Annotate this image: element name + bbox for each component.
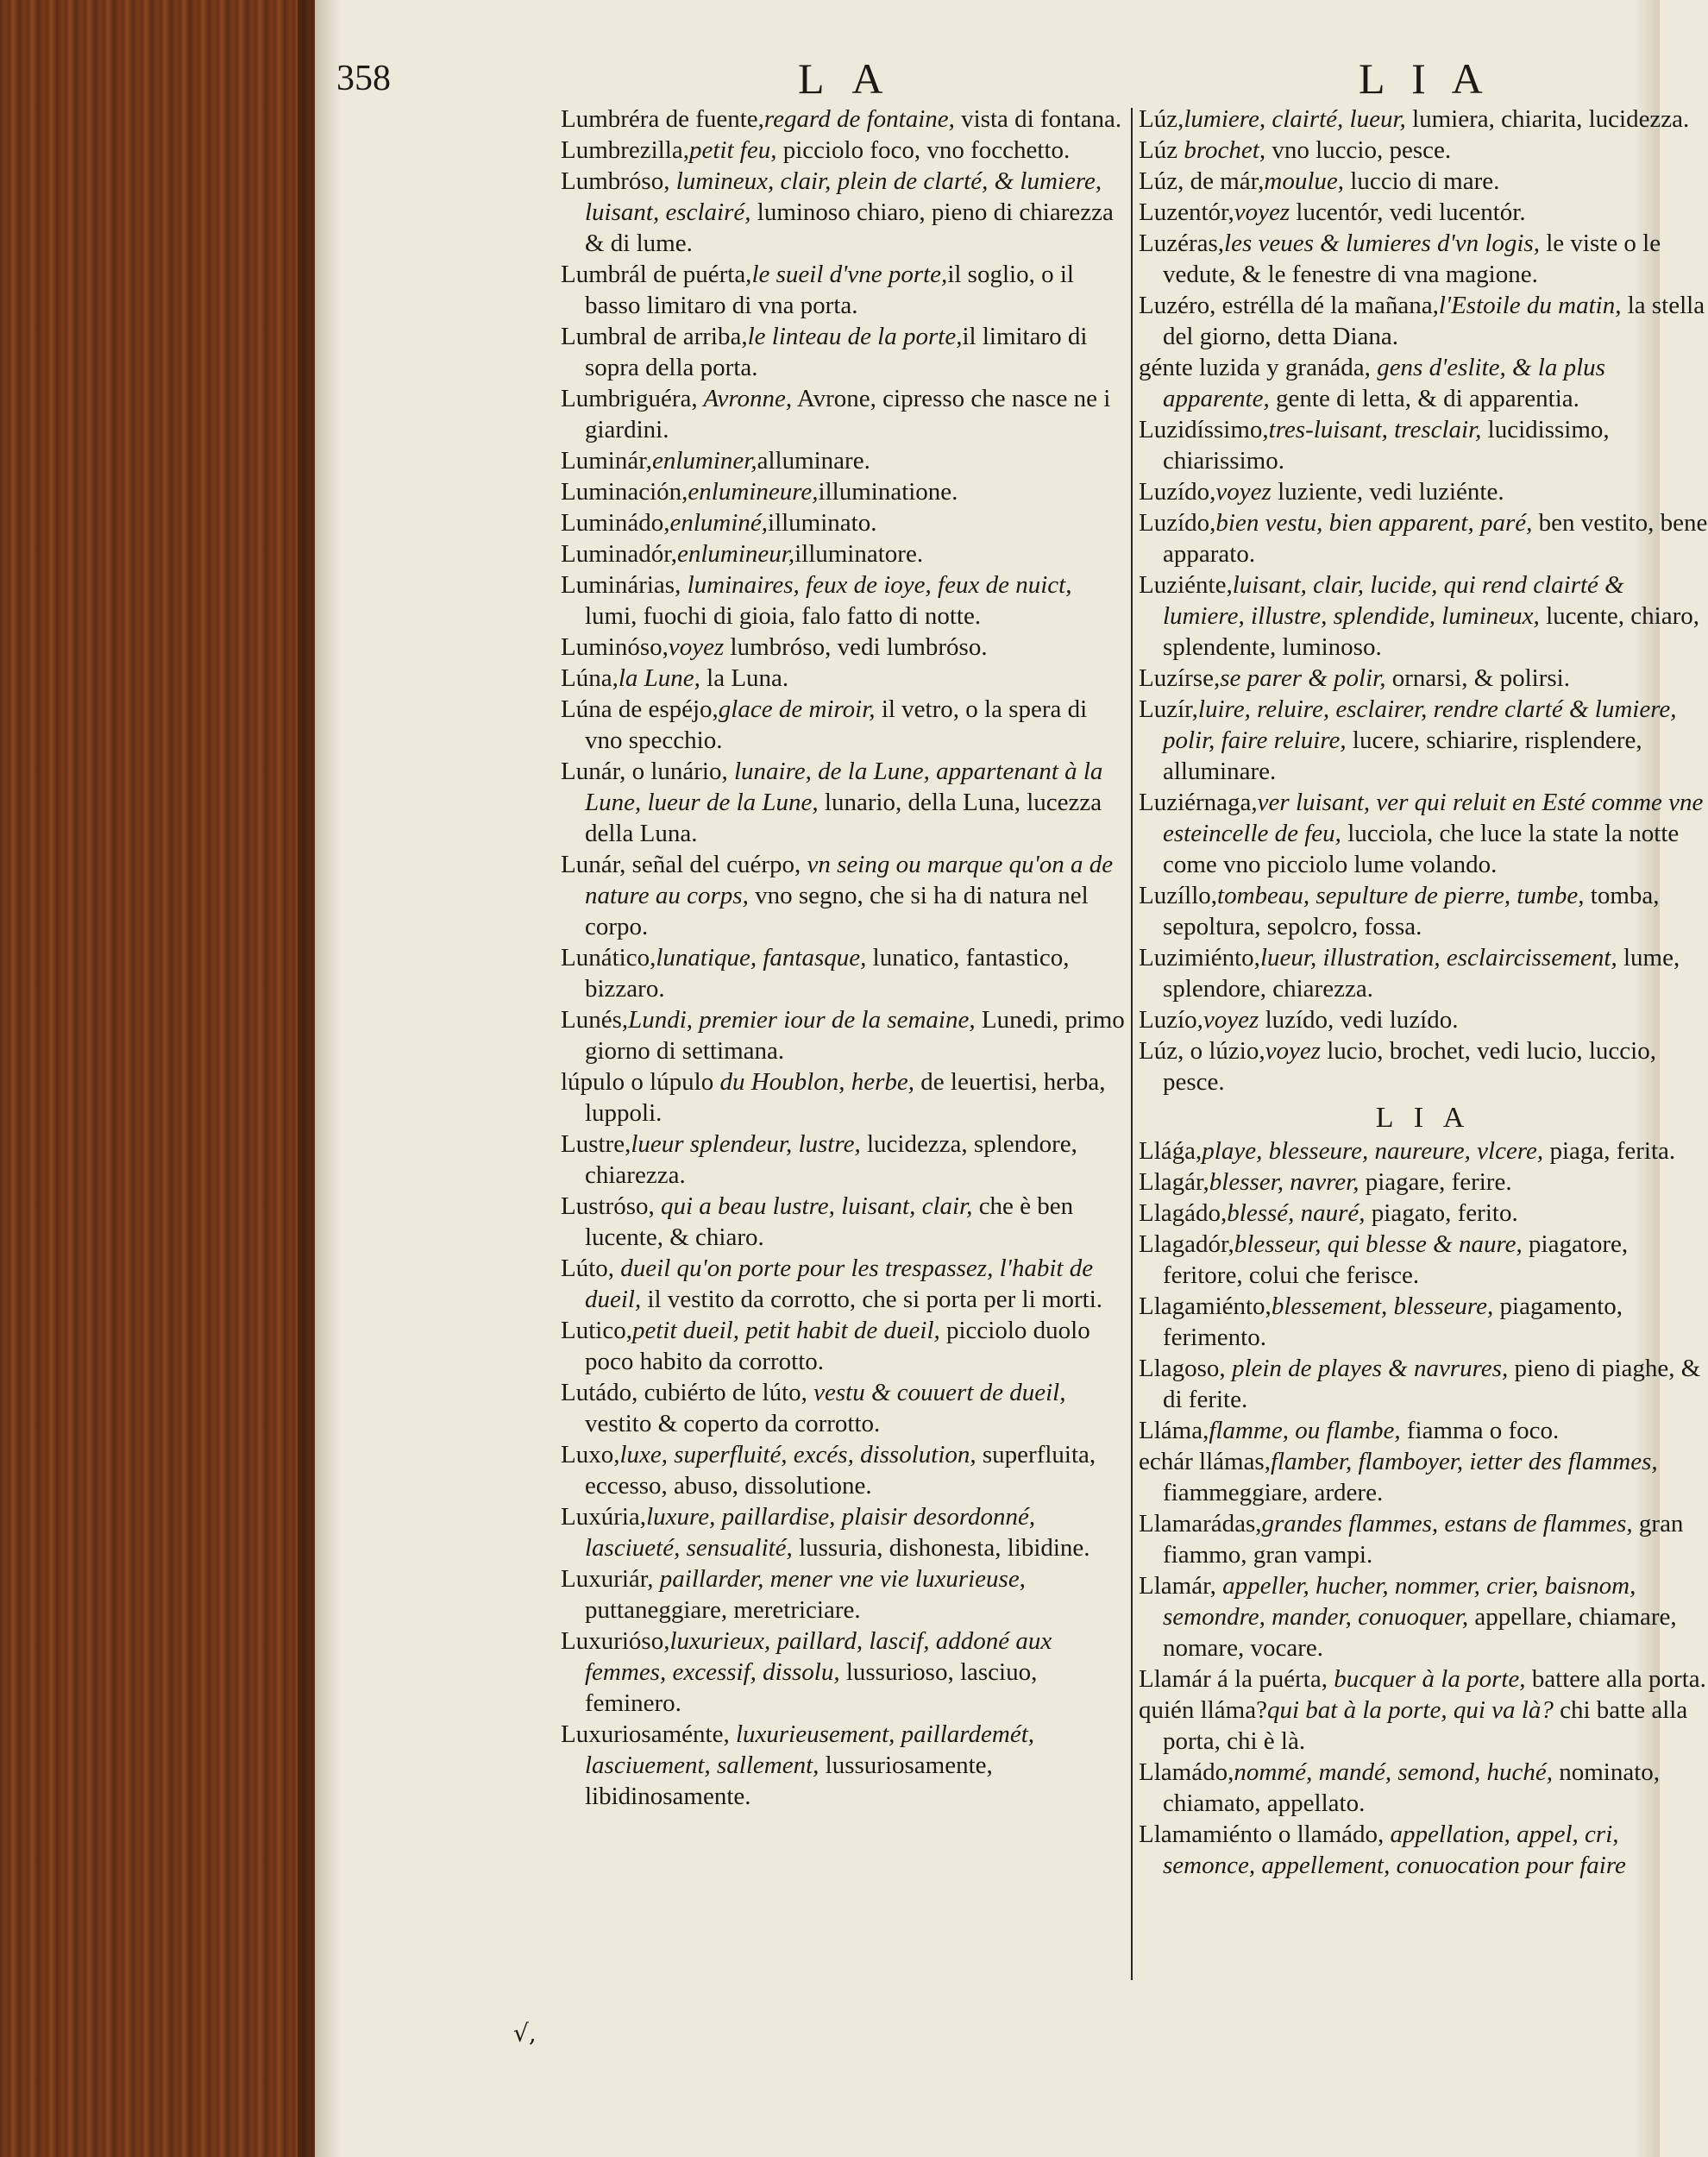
dictionary-entry <box>561 104 1130 135</box>
dictionary-entry <box>1139 166 1708 197</box>
italian-gloss: luminoso chiaro, pieno di chiarezza & di lume. <box>585 198 1114 257</box>
headword: Luzéro, estrélla dé la mañana, <box>1139 292 1439 319</box>
italian-gloss: de leuertisi, herba, luppoli. <box>585 1068 1106 1127</box>
french-gloss: qui bat à la porte, qui va là? <box>1266 1696 1554 1724</box>
headword: Lunés, <box>561 1006 629 1034</box>
headword: Luziénte, <box>1139 571 1233 599</box>
italian-gloss: chi batte alla porta, chi è là. <box>1163 1696 1688 1755</box>
dictionary-entry <box>1139 1198 1708 1229</box>
italian-gloss: lucente, chiaro, splendente, luminoso. <box>1163 602 1699 661</box>
italian-gloss: il vestito da corrotto, che si porta per li morti. <box>641 1286 1103 1313</box>
italian-gloss: piagare, ferire. <box>1359 1168 1512 1196</box>
headword: Llamár á la puérta, <box>1139 1665 1328 1693</box>
french-gloss: tres-luisant, tresclair, <box>1268 416 1482 443</box>
italian-gloss: ornarsi, & polirsi. <box>1385 664 1570 692</box>
french-gloss: l'Estoile du matin, <box>1438 292 1622 319</box>
french-gloss: bucquer à la porte, <box>1328 1665 1526 1693</box>
italian-gloss: la Luna. <box>700 664 789 692</box>
italian-gloss: lussuriosamente, libidinosamente. <box>585 1751 993 1810</box>
french-gloss: luxurieux, paillard, lascif, addoné aux femmes, excessif, dissolu, <box>585 1627 1052 1686</box>
headword: Luzimiénto, <box>1139 944 1260 972</box>
italian-gloss: battere alla porta. <box>1525 1665 1706 1693</box>
headword: Luminación, <box>561 478 688 506</box>
italian-gloss: appellare, chiamare, nomare, vocare. <box>1163 1603 1677 1662</box>
italian-gloss: le viste o le vedute, & le fenestre di vna magione. <box>1163 230 1661 288</box>
dictionary-entry <box>1139 1415 1708 1446</box>
headword: Luminadór, <box>561 540 677 568</box>
headword: Lúz, de már, <box>1139 167 1265 195</box>
french-gloss: enluminé, <box>669 509 769 537</box>
french-gloss: la Lune, <box>618 664 700 692</box>
french-gloss: petit feu, <box>688 136 777 164</box>
italian-gloss: vista di fontana. <box>954 105 1122 133</box>
italian-gloss: lucentór, vedi lucentór. <box>1290 198 1526 226</box>
headword: Lunático, <box>561 944 656 972</box>
french-gloss: luminaires, feux de ioye, feux de nuict, <box>681 571 1072 599</box>
italian-gloss: lunatico, fantastico, bizzaro. <box>585 944 1070 1003</box>
french-gloss: appeller, hucher, nommer, crier, baisnom, semondre, mander, conuoquer, <box>1163 1572 1636 1631</box>
right-heading: L I A <box>1359 54 1491 103</box>
french-gloss: blessement, blesseure, <box>1271 1292 1494 1320</box>
page-header <box>336 53 1648 105</box>
french-gloss: blesser, navrer, <box>1209 1168 1359 1196</box>
headword: Lláma, <box>1139 1417 1209 1444</box>
italian-gloss: illuminatore. <box>794 540 924 568</box>
dictionary-entry <box>1139 1229 1708 1291</box>
french-gloss: voyez <box>1265 1037 1321 1065</box>
french-gloss: luisant, clair, lucide, qui rend clairté & lumiere, illustre, splendide, lumineux, <box>1163 571 1624 630</box>
french-gloss: lumineux, clair, plein de clarté, & lumiere, luisant, esclairé, <box>585 167 1102 226</box>
right-entries-lu <box>1139 104 1708 1097</box>
dictionary-entry <box>561 756 1130 849</box>
headword: lúpulo o lúpulo <box>561 1068 714 1096</box>
italian-gloss: piagato, ferito. <box>1365 1199 1518 1227</box>
page-mark: √, <box>513 2019 537 2047</box>
italian-gloss: pieno di piaghe, & di ferite. <box>1163 1355 1701 1413</box>
french-gloss: flamme, ou flambe, <box>1209 1417 1401 1444</box>
headword: Lumbrezilla, <box>561 136 689 164</box>
headword: Luminádo, <box>561 509 670 537</box>
italian-gloss: lumi, fuochi di gioia, falo fatto di notte. <box>585 602 982 630</box>
italian-gloss: luccio di mare. <box>1344 167 1500 195</box>
french-gloss: voyez <box>1203 1006 1259 1034</box>
dictionary-entry <box>1139 1663 1708 1695</box>
french-gloss: voyez <box>1215 478 1272 506</box>
headword: Lumbral de arriba, <box>561 323 748 350</box>
italian-gloss: fiammeggiare, ardere. <box>1163 1479 1384 1506</box>
dictionary-entry <box>1139 228 1708 290</box>
headword: Llagádo, <box>1139 1199 1228 1227</box>
italian-gloss: la stella del giorno, detta Diana. <box>1163 292 1705 350</box>
dictionary-entry <box>1139 104 1708 135</box>
headword: Llagár, <box>1139 1168 1209 1196</box>
dictionary-entry <box>1139 569 1708 663</box>
italian-gloss: il vetro, o la spera di vno specchio. <box>585 695 1088 754</box>
headword: Lumbriguéra, <box>561 385 698 412</box>
italian-gloss: lumbróso, vedi lumbróso. <box>724 633 988 661</box>
dictionary-entry <box>1139 135 1708 166</box>
french-gloss: luxure, paillardise, plaisir desordonné, lasciueté, sensualité, <box>585 1503 1036 1562</box>
italian-gloss: lucio, brochet, vedi lucio, luccio, pesce. <box>1163 1037 1656 1096</box>
italian-gloss: gran fiammo, gran vampi. <box>1163 1510 1684 1569</box>
dictionary-entry <box>1139 663 1708 694</box>
italian-gloss: illuminato. <box>768 509 877 537</box>
headword: Luzído, <box>1139 509 1216 537</box>
french-gloss: flamber, flamboyer, ietter des flammes, <box>1270 1448 1658 1475</box>
headword: Lunár, señal del cuérpo, <box>561 851 801 878</box>
dictionary-entry <box>1139 880 1708 942</box>
french-gloss: qui a beau lustre, luisant, clair, <box>654 1192 973 1220</box>
headword: Llagadór, <box>1139 1230 1234 1258</box>
french-gloss: nommé, mandé, semond, huché, <box>1234 1758 1553 1786</box>
headword: Llamár, <box>1139 1572 1216 1600</box>
headword: Luxo, <box>561 1441 620 1468</box>
italian-gloss: alluminare. <box>757 447 870 475</box>
dictionary-entry <box>561 1377 1130 1439</box>
dictionary-entry <box>1139 1508 1708 1570</box>
dictionary-entry <box>561 569 1130 632</box>
french-gloss: blessé, nauré, <box>1227 1199 1366 1227</box>
headword: Luxuriosaménte, <box>561 1720 730 1748</box>
headword: Lumbrál de puérta, <box>561 261 752 288</box>
headword: Lúz, o lúzio, <box>1139 1037 1265 1065</box>
italian-gloss: picciolo foco, vno focchetto. <box>776 136 1071 164</box>
left-heading: L A <box>798 54 894 103</box>
left-column <box>561 104 1130 1812</box>
italian-gloss: fiamma o foco. <box>1400 1417 1560 1444</box>
french-gloss: voyez <box>1234 198 1290 226</box>
italian-gloss: lucidezza, splendore, chiarezza. <box>585 1130 1077 1189</box>
headword: Lúto, <box>561 1255 615 1282</box>
french-gloss: regard de fontaine, <box>763 105 955 133</box>
french-gloss: Avronne, <box>697 385 793 412</box>
dictionary-entry <box>1139 1570 1708 1663</box>
dictionary-entry <box>1139 414 1708 476</box>
dictionary-entry <box>561 849 1130 942</box>
french-gloss: appellation, appel, cri, semonce, appellement, conuocation pour faire <box>1163 1821 1626 1879</box>
french-gloss: paillarder, mener vne vie luxurieuse, <box>653 1565 1026 1593</box>
italian-gloss: lumiera, chiarita, lucidezza. <box>1405 105 1690 133</box>
italian-gloss: piagatore, feritore, colui che ferisce. <box>1163 1230 1629 1289</box>
headword: Luzío, <box>1139 1006 1203 1034</box>
dictionary-entry <box>561 135 1130 166</box>
dictionary-entry <box>1139 1819 1708 1881</box>
french-gloss: luxe, superfluité, excés, dissolution, <box>619 1441 976 1468</box>
french-gloss: lunatique, fantasque, <box>656 944 867 972</box>
french-gloss: voyez <box>668 633 725 661</box>
headword: Luxurióso, <box>561 1627 670 1655</box>
headword: Lumbróso, <box>561 167 670 195</box>
dictionary-entry <box>1139 352 1708 414</box>
dictionary-entry <box>561 445 1130 476</box>
headword: Luminár, <box>561 447 652 475</box>
headword: Llamádo, <box>1139 1758 1234 1786</box>
french-gloss: moulue, <box>1264 167 1345 195</box>
italian-gloss: vestito & coperto da corrotto. <box>585 1410 881 1437</box>
italian-gloss: il soglio, o il basso limitaro di vna porta. <box>585 261 1074 319</box>
headword: Lustróso, <box>561 1192 655 1220</box>
dictionary-entry <box>1139 787 1708 880</box>
headword: Lutico, <box>561 1317 632 1344</box>
headword: Luminárias, <box>561 571 681 599</box>
dictionary-entry <box>561 663 1130 694</box>
headword: génte luzida y granáda, <box>1139 354 1371 381</box>
italian-gloss: piagamento, ferimento. <box>1163 1292 1623 1351</box>
headword: Llagamiénto, <box>1139 1292 1272 1320</box>
dictionary-entry <box>1139 290 1708 352</box>
italian-gloss: lussuria, dishonesta, libidine. <box>792 1534 1090 1562</box>
italian-gloss: lussurioso, lasciuo, feminero. <box>585 1658 1038 1717</box>
italian-gloss: lucere, schiarire, risplendere, alluminare. <box>1163 726 1642 785</box>
french-gloss: le linteau de la porte, <box>747 323 963 350</box>
headword: Lustre, <box>561 1130 631 1158</box>
page-number: 358 <box>336 59 391 98</box>
dictionary-entry <box>561 1315 1130 1377</box>
dictionary-entry <box>561 538 1130 569</box>
french-gloss: luxurieusement, paillardemét, lasciuement, sallement, <box>585 1720 1034 1779</box>
headword: Lúna, <box>561 664 619 692</box>
french-gloss: lumiere, clairté, lueur, <box>1184 105 1406 133</box>
french-gloss: glace de miroir, <box>718 695 876 723</box>
dictionary-entry <box>561 1191 1130 1253</box>
headword: Lumbréra de fuente, <box>561 105 764 133</box>
dictionary-entry <box>561 476 1130 507</box>
italian-gloss: lucciola, che luce la state la notte come vno picciolo lume volando. <box>1163 820 1680 878</box>
dictionary-entry <box>1139 694 1708 787</box>
dictionary-entry <box>561 1129 1130 1191</box>
french-gloss: vestu & couuert de dueil, <box>807 1379 1066 1406</box>
italian-gloss: tomba, sepoltura, sepolcro, fossa. <box>1163 882 1660 940</box>
headword: echár llámas, <box>1139 1448 1271 1475</box>
french-gloss: du Houblon, herbe, <box>713 1068 915 1096</box>
italian-gloss: superfluita, eccesso, abuso, dissolutione. <box>585 1441 1096 1500</box>
dictionary-entry <box>1139 1291 1708 1353</box>
french-gloss: petit dueil, petit habit de dueil, <box>631 1317 940 1344</box>
french-gloss: luire, reluire, esclairer, rendre clarté & lumiere, polir, faire reluire, <box>1163 695 1677 754</box>
dictionary-entry <box>561 1004 1130 1066</box>
dictionary-entry <box>561 1066 1130 1129</box>
french-gloss: tombeau, sepulture de pierre, tumbe, <box>1217 882 1585 909</box>
italian-gloss: Avrone, cipresso che nasce ne i giardini. <box>585 385 1111 443</box>
dictionary-entry <box>1139 1757 1708 1819</box>
headword: quién lláma? <box>1139 1696 1267 1724</box>
italian-gloss: nominato, chiamato, appellato. <box>1163 1758 1661 1817</box>
dictionary-entry <box>1139 1135 1708 1167</box>
italian-gloss: piaga, ferita. <box>1543 1137 1676 1165</box>
page-gutter <box>315 0 341 2157</box>
french-gloss: enluminer, <box>651 447 757 475</box>
headword: Luxuriár, <box>561 1565 654 1593</box>
italian-gloss: ben vestito, bene apparato. <box>1163 509 1708 568</box>
french-gloss: brochet, <box>1177 136 1266 164</box>
italian-gloss: vno luccio, pesce. <box>1265 136 1452 164</box>
french-gloss: le sueil d'vne porte, <box>751 261 948 288</box>
italian-gloss: lunario, della Luna, lucezza della Luna. <box>585 789 1102 847</box>
french-gloss: blesseur, qui blesse & naure, <box>1234 1230 1523 1258</box>
headword: Luzentór, <box>1139 198 1234 226</box>
headword: Luxúria, <box>561 1503 647 1531</box>
dictionary-entry <box>1139 1446 1708 1508</box>
french-gloss: Lundi, premier iour de la semaine, <box>628 1006 976 1034</box>
headword: Llagoso, <box>1139 1355 1226 1382</box>
italian-gloss: lume, splendore, chiarezza. <box>1163 944 1680 1003</box>
headword: Luzído, <box>1139 478 1216 506</box>
french-gloss: vn seing ou marque qu'on a de nature au corps, <box>585 851 1114 909</box>
dictionary-entry <box>1139 197 1708 228</box>
french-gloss: enlumineur, <box>676 540 795 568</box>
italian-gloss: picciolo duolo poco habito da corrotto. <box>585 1317 1090 1375</box>
headword: Lunár, o lunário, <box>561 758 728 785</box>
headword: Luzéras, <box>1139 230 1225 257</box>
headword: Luziérnaga, <box>1139 789 1258 816</box>
dictionary-entry <box>561 507 1130 538</box>
dictionary-entry <box>1139 1004 1708 1035</box>
headword: Lláǵa, <box>1139 1137 1203 1165</box>
dictionary-entry <box>561 1439 1130 1501</box>
headword: Lúna de espéjo, <box>561 695 719 723</box>
french-gloss: gens d'eslite, & la plus apparente, <box>1163 354 1605 412</box>
dictionary-entry <box>1139 1695 1708 1757</box>
dictionary-entry <box>561 942 1130 1004</box>
dictionary-entry <box>561 1563 1130 1626</box>
dictionary-entry <box>1139 942 1708 1004</box>
dictionary-entry <box>1139 1035 1708 1097</box>
dictionary-entry <box>561 1253 1130 1315</box>
french-gloss: plein de playes & navrures, <box>1225 1355 1509 1382</box>
italian-gloss: lucidissimo, chiarissimo. <box>1163 416 1610 475</box>
headword: Luzírse, <box>1139 664 1221 692</box>
headword: Luzír, <box>1139 695 1198 723</box>
french-gloss: les veues & lumieres d'vn logis, <box>1224 230 1540 257</box>
dictionary-entry <box>561 1501 1130 1563</box>
column-divider <box>1131 108 1133 1980</box>
italian-gloss: Lunedi, primo giorno di settimana. <box>585 1006 1125 1065</box>
italian-gloss: puttaneggiare, meretriciare. <box>585 1596 861 1624</box>
italian-gloss: luziente, vedi luziénte. <box>1271 478 1504 506</box>
dictionary-entry <box>561 694 1130 756</box>
headword: Llamarádas, <box>1139 1510 1262 1538</box>
dictionary-entry <box>561 259 1130 321</box>
italian-gloss: luzído, vedi luzído. <box>1259 1006 1459 1034</box>
french-gloss: lueur splendeur, lustre, <box>631 1130 861 1158</box>
french-gloss: lueur, illustration, esclaircissement, <box>1259 944 1617 972</box>
italian-gloss: gente di letta, & di apparentia. <box>1269 385 1579 412</box>
dictionary-entry <box>1139 507 1708 569</box>
french-gloss: lunaire, de la Lune, appartenant à la Lune, lueur de la Lune, <box>585 758 1103 816</box>
french-gloss: enlumineure, <box>688 478 819 506</box>
french-gloss: ver luisant, ver qui reluit en Esté comme vne esteincelle de feu, <box>1163 789 1704 847</box>
french-gloss: grandes flammes, estans de flammes, <box>1261 1510 1633 1538</box>
italian-gloss: vno segno, che si ha di natura nel corpo. <box>585 882 1089 940</box>
headword: Lúz <box>1139 136 1178 164</box>
dictionary-entry <box>1139 1167 1708 1198</box>
headword: Luzíllo, <box>1139 882 1218 909</box>
section-heading: L I A <box>1375 1102 1472 1134</box>
right-entries-lia <box>1139 1135 1708 1881</box>
headword: Lutádo, cubiérto de lúto, <box>561 1379 807 1406</box>
dictionary-entry <box>561 383 1130 445</box>
dictionary-entry <box>561 632 1130 663</box>
headword: Llamamiénto o llamádo, <box>1139 1821 1385 1848</box>
french-gloss: dueil qu'on porte pour les trespassez, l'habit de dueil, <box>585 1255 1094 1313</box>
dictionary-entry <box>1139 1353 1708 1415</box>
dictionary-entry <box>561 1626 1130 1719</box>
headword: Lúz, <box>1139 105 1184 133</box>
right-column <box>1139 104 1708 1881</box>
italian-gloss: il limitaro di sopra della porta. <box>585 323 1088 381</box>
french-gloss: se parer & polir, <box>1220 664 1386 692</box>
dictionary-entry <box>561 1719 1130 1812</box>
french-gloss: bien vestu, bien apparent, paré, <box>1215 509 1533 537</box>
dictionary-entry <box>561 321 1130 383</box>
dictionary-entry <box>1139 476 1708 507</box>
book-spine <box>0 0 315 2157</box>
headword: Luminóso, <box>561 633 669 661</box>
french-gloss: playe, blesseure, naureure, vlcere, <box>1202 1137 1544 1165</box>
italian-gloss: illuminatione. <box>818 478 958 506</box>
headword: Luzidíssimo, <box>1139 416 1269 443</box>
italian-gloss: che è ben lucente, & chiaro. <box>585 1192 1074 1251</box>
dictionary-entry <box>561 166 1130 259</box>
